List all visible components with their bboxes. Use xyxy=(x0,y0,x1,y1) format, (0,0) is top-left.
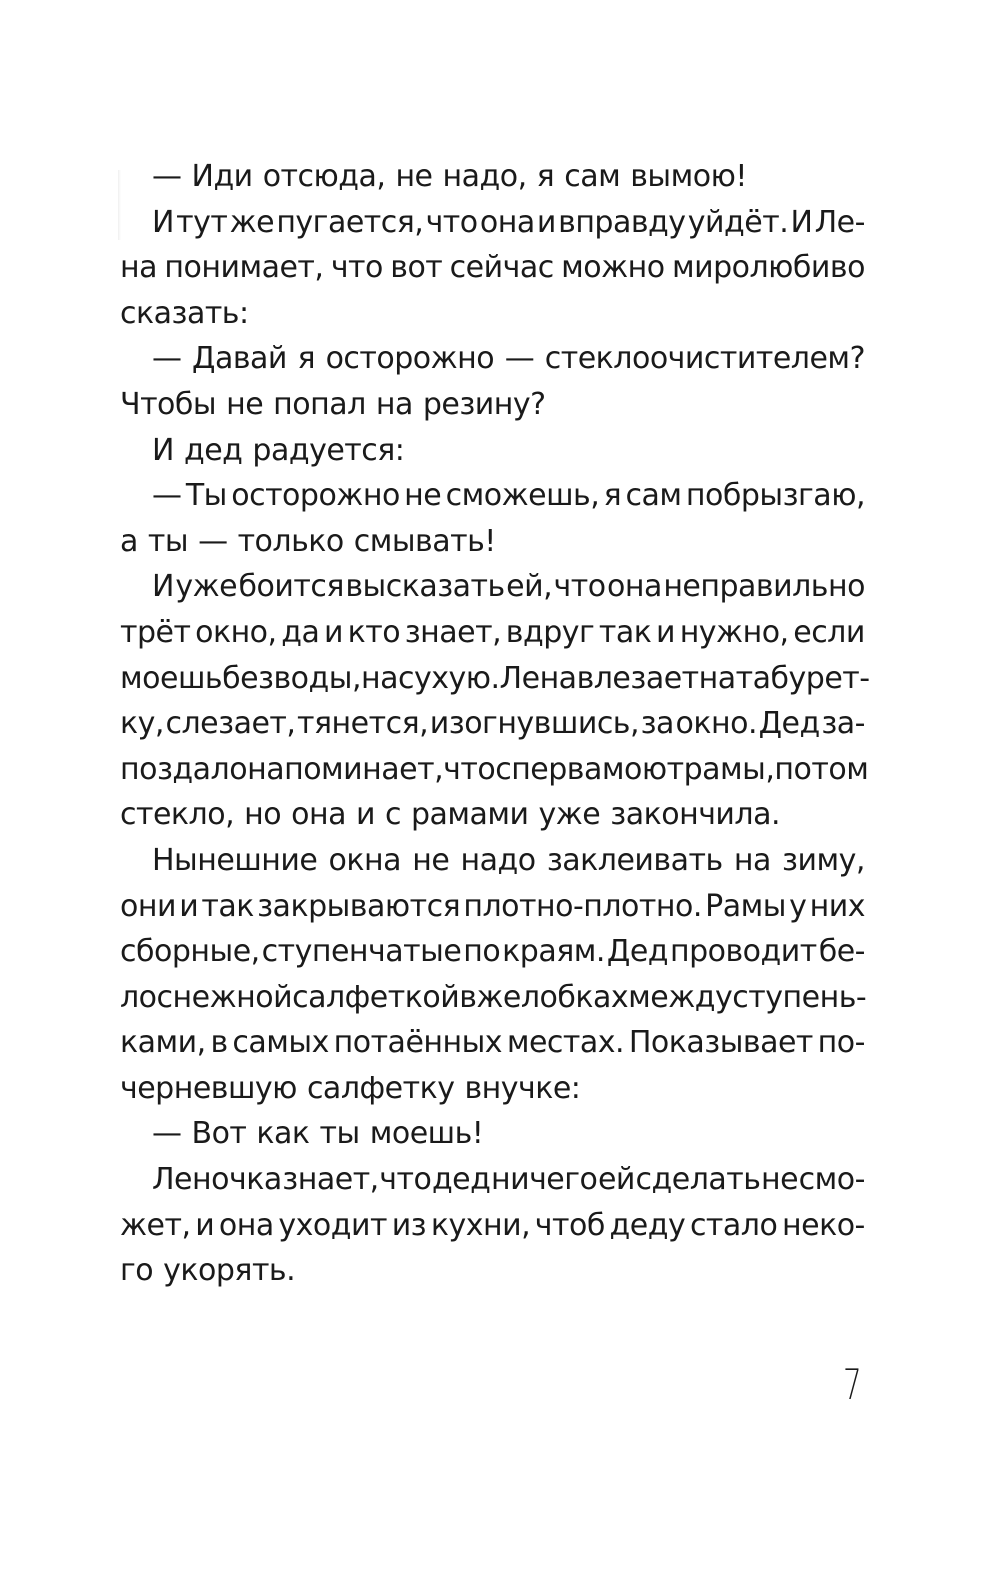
text-line: — Ты осторожно не сможешь, я сам побрызгаю, xyxy=(152,478,865,514)
text-line: ку, слезает, тянется, изогнувшись, за окно. Дед за- xyxy=(120,706,865,742)
text-line: ками, в самых потаённых местах. Показывает по- xyxy=(120,1025,865,1061)
text-line: — Вот как ты моешь! xyxy=(152,1116,484,1152)
page-number: 7 xyxy=(843,1360,862,1409)
text-line: Леночка знает, что дед ничего ей сделать не смо- xyxy=(152,1162,865,1198)
text-line: трёт окно, да и кто знает, вдруг так и нужно, если xyxy=(120,614,865,650)
text-line: поздало напоминает, что сперва моют рамы, потом xyxy=(120,751,869,787)
text-line: стекло, но она и с рамами уже закончила. xyxy=(120,797,781,833)
text-line: черневшую салфетку внучке: xyxy=(120,1070,581,1106)
text-line: И уже боится высказать ей, что она неправильно xyxy=(152,569,865,605)
text-line: сборные, ступенчатые по краям. Дед проводит бе- xyxy=(120,934,865,970)
text-line: а ты — только смывать! xyxy=(120,523,496,559)
text-line: они и так закрываются плотно-плотно. Рамы у них xyxy=(120,888,865,924)
text-line: сказать: xyxy=(120,295,249,331)
body-text xyxy=(120,154,870,1294)
text-line: моешь без воды, насухую. Лена влезает на табурет- xyxy=(120,660,870,696)
text-line: — Иди отсюда, не надо, я сам вымою! xyxy=(152,159,747,194)
text-line: И тут же пугается, что она и вправду уйдёт. И Ле- xyxy=(152,204,865,240)
text-line: И дед радуется: xyxy=(152,432,405,468)
text-line: — Давай я осторожно — стеклоочистителем? xyxy=(152,341,865,377)
text-line: лоснежной салфеткой в желобках между ступень- xyxy=(120,979,867,1015)
text-line: Нынешние окна не надо заклеивать на зиму, xyxy=(152,842,865,878)
text-line: на понимает, что вот сейчас можно миролюбиво xyxy=(120,250,865,286)
text-line: го укорять. xyxy=(120,1253,296,1289)
text-line: жет, и она уходит из кухни, чтоб деду стало неко- xyxy=(120,1207,865,1243)
text-line: Чтобы не попал на резину? xyxy=(120,386,546,422)
